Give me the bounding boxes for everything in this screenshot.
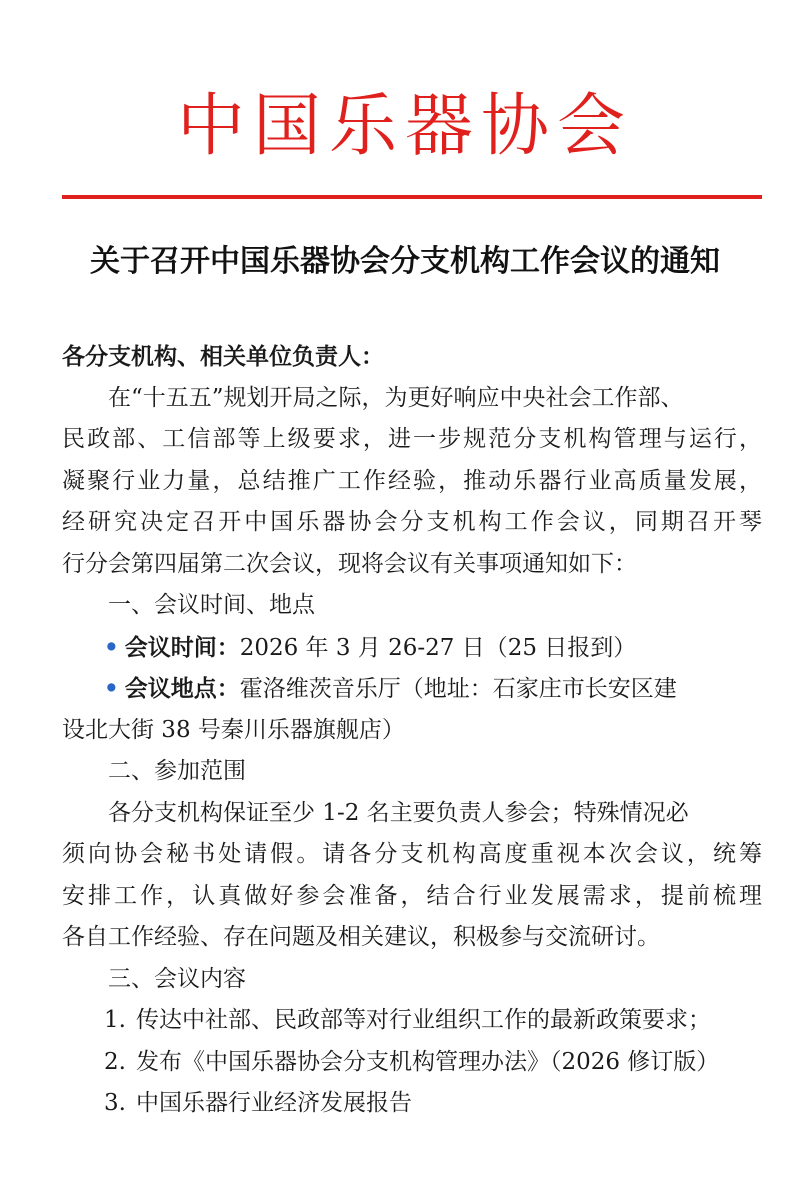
- intro-line-4: 经研究决定召开中国乐器协会分支机构工作会议，同期召开琴: [62, 509, 762, 535]
- content-item-number: 2.: [104, 1048, 126, 1075]
- meeting-place-label: 会议地点：: [124, 675, 240, 702]
- intro-line-5: 行分会第四届第二次会议，现将会议有关事项通知如下：: [62, 550, 637, 577]
- section3-heading: 三、会议内容: [108, 965, 246, 992]
- org-letterhead-title: 中国乐器协会: [176, 87, 633, 166]
- content-item-number: 3.: [104, 1090, 126, 1116]
- scope-line-4: 各自工作经验、存在问题及相关建议，积极参与交流研讨。: [62, 924, 660, 950]
- meeting-time-item: [62, 627, 762, 669]
- section1-heading: 一、会议时间、地点: [108, 592, 315, 618]
- intro-line-2: 民政部、工信部等上级要求，进一步规范分支机构管理与运行，: [62, 426, 762, 452]
- scope-line-3: 安排工作，认真做好参会准备，结合行业发展需求，提前梳理: [62, 882, 762, 909]
- content-item-1: [62, 1000, 762, 1042]
- notice-body: [62, 336, 762, 1125]
- meeting-time-value: 2026 年 3 月 26-27 日（25 日报到）: [239, 634, 637, 661]
- notice-title: 关于召开中国乐器协会分支机构工作会议的通知: [90, 244, 720, 279]
- meeting-place-value: 霍洛维茨音乐厅（地址：石家庄市长安区建: [239, 676, 677, 702]
- content-item-text: 传达中社部、民政部等对行业组织工作的最新政策要求；: [135, 1007, 711, 1033]
- scope-line-2: 须向协会秘书处请假。请各分支机构高度重视本次会议，统筹: [62, 841, 762, 867]
- section2-heading: 二、参加范围: [108, 758, 246, 784]
- content-item-3: [62, 1083, 762, 1125]
- content-item-text: 中国乐器行业经济发展报告: [135, 1090, 412, 1116]
- bullet-icon: •: [104, 675, 119, 702]
- intro-line-1: 在“十五五”规划开局之际，为更好响应中央社会工作部、: [108, 384, 684, 411]
- scope-line-1: 各分支机构保证至少 1-2 名主要负责人参会；特殊情况必: [108, 799, 689, 826]
- intro-line-3: 凝聚行业力量，总结推广工作经验，推动乐器行业高质量发展，: [62, 467, 762, 494]
- salutation: 各分支机构、相关单位负责人：: [62, 343, 384, 370]
- meeting-place-continued: 设北大街 38 号秦川乐器旗舰店）: [62, 716, 405, 743]
- bullet-icon: •: [104, 633, 119, 661]
- content-item-2: [62, 1042, 762, 1084]
- meeting-time-label: 会议时间：: [124, 633, 240, 661]
- meeting-place-item: [62, 668, 762, 710]
- content-item-number: 1.: [104, 1007, 126, 1033]
- content-item-text: 发布《中国乐器协会分支机构管理办法》（2026 修订版）: [135, 1048, 720, 1075]
- letterhead-red-rule: [62, 195, 762, 199]
